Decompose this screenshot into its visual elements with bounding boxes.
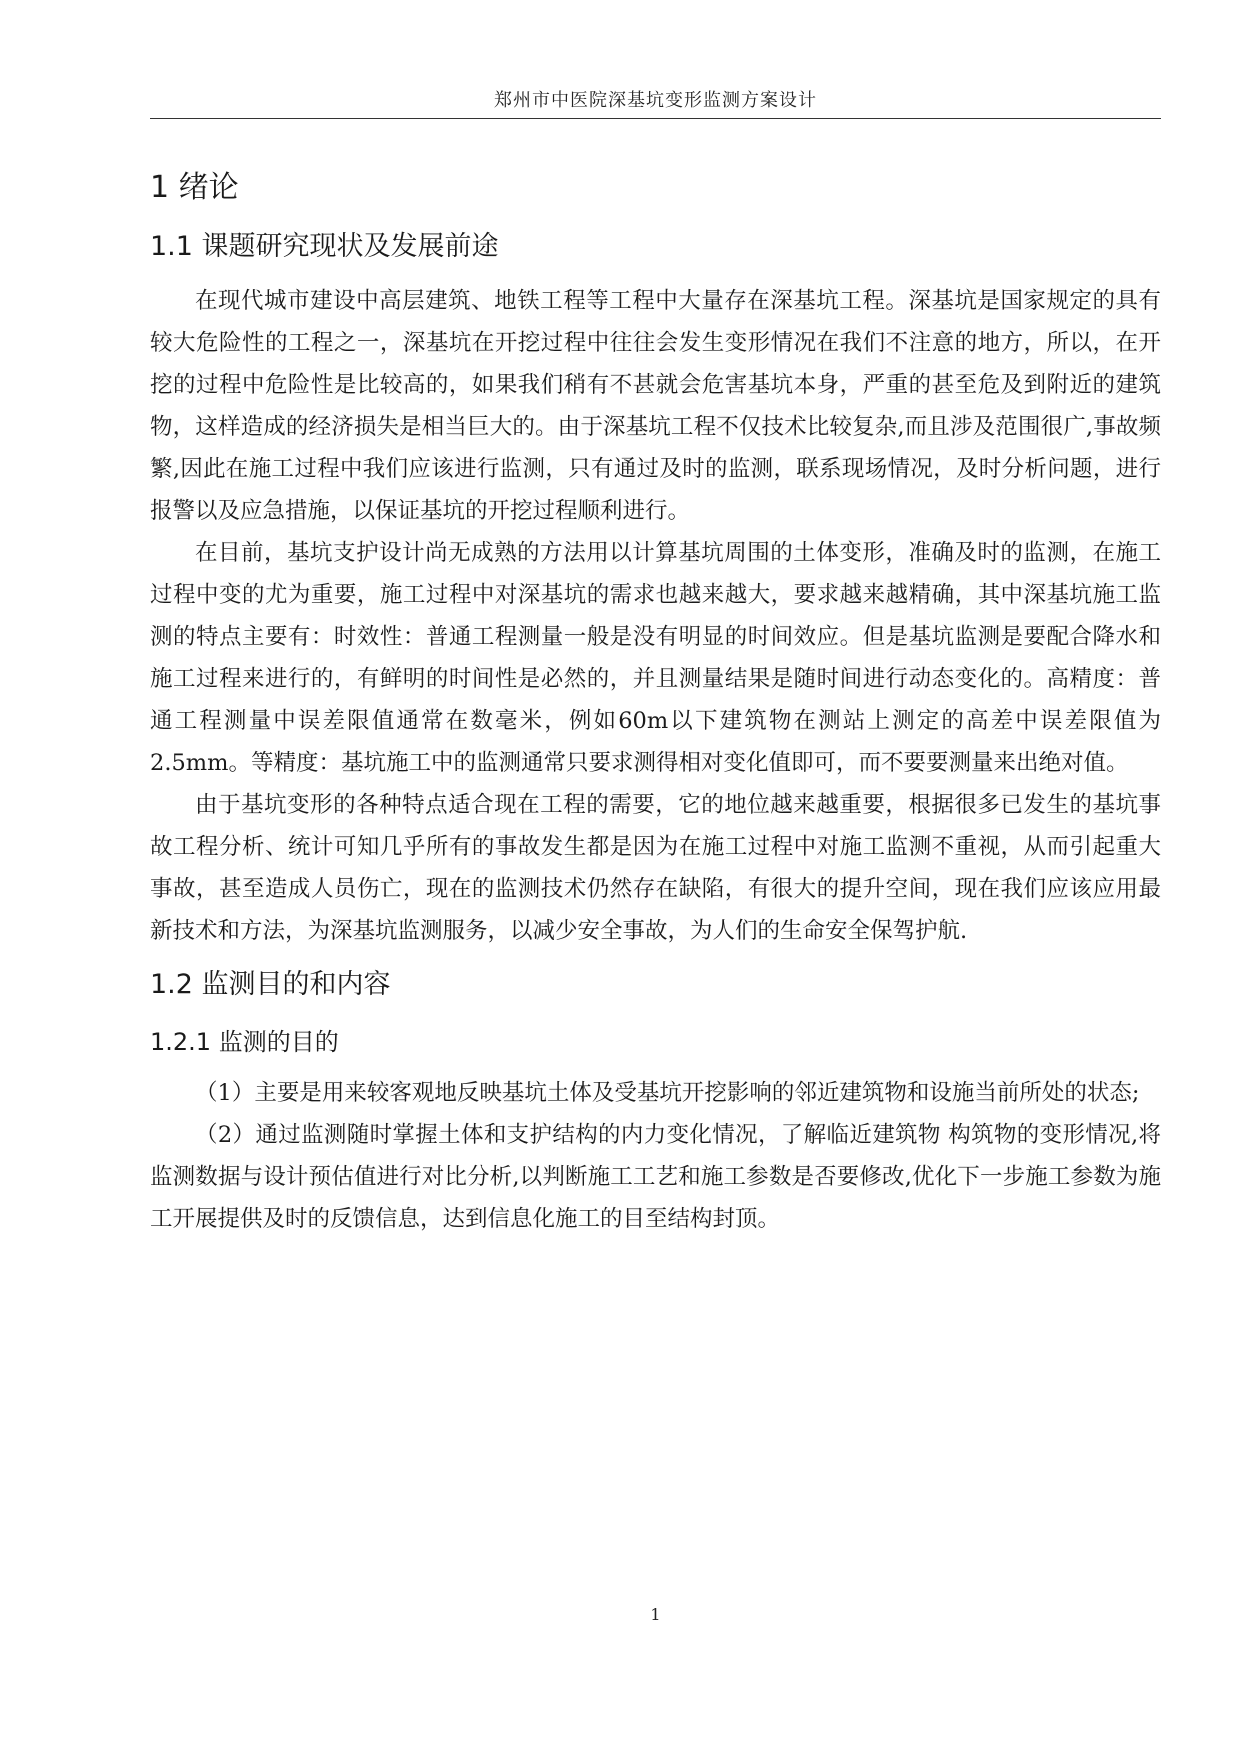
page-number: 1 (650, 1605, 661, 1624)
paragraph: 在目前，基坑支护设计尚无成熟的方法用以计算基坑周围的土体变形，准确及时的监测，在施工过程中变的尤为重要，施工过程中对深基坑的需求也越来越大，要求越来越精确，其中深基坑施工监测的特点主要有：时效性：普通工程测量一般是没有明显的时间效应。但是基坑监测是要配合降水和施工过程来进行的，有鲜明的时间性是必然的，并且测量结果是随时间进行动态变化的。高精度：普通工程测量中误差限值通常在数毫米，例如60m以下建筑物在测站上测定的高差中误差限值为2.5mm。等精度：基坑施工中的监测通常只要求测得相对变化值即可，而不要要测量来出绝对值。 (150, 540, 1161, 776)
paragraph: 由于基坑变形的各种特点适合现在工程的需要，它的地位越来越重要，根据很多已发生的基坑事故工程分析、统计可知几乎所有的事故发生都是因为在施工过程中对施工监测不重视，从而引起重大事故，甚至造成人员伤亡，现在的监测技术仍然存在缺陷，有很大的提升空间，现在我们应该应用最新技术和方法，为深基坑监测服务，以减少安全事故，为人们的生命安全保驾护航. (150, 792, 1161, 944)
header-divider (150, 118, 1161, 119)
running-header: 郑州市中医院深基坑变形监测方案设计 (494, 90, 817, 111)
section-title-1-1: 1.1 课题研究现状及发展前途 (150, 231, 499, 262)
paragraph: 在现代城市建设中高层建筑、地铁工程等工程中大量存在深基坑工程。深基坑是国家规定的具有较大危险性的工程之一，深基坑在开挖过程中往往会发生变形情况在我们不注意的地方，所以，在开挖的过程中危险性是比较高的，如果我们稍有不甚就会危害基坑本身，严重的甚至危及到附近的建筑物，这样造成的经济损失是相当巨大的。由于深基坑工程不仅技术比较复杂,而且涉及范围很广,事故频繁,因此在施工过程中我们应该进行监测，只有通过及时的监测，联系现场情况，及时分析问题，进行报警以及应急措施，以保证基坑的开挖过程顺利进行。 (150, 288, 1161, 524)
page-content (150, 150, 1161, 1240)
subsection-title-1-2-1: 1.2.1 监测的目的 (150, 1028, 339, 1056)
list-paragraph: （2）通过监测随时掌握土体和支护结构的内力变化情况，了解临近建筑物 构筑物的变形情况,将监测数据与设计预估值进行对比分析,以判断施工工艺和施工参数是否要修改,优化下一步施工参数为施工开展提供及时的反馈信息，达到信息化施工的目至结构封顶。 (150, 1122, 1161, 1232)
section-title-1-2: 1.2 监测目的和内容 (150, 969, 391, 1000)
list-paragraph: （1）主要是用来较客观地反映基坑土体及受基坑开挖影响的邻近建筑物和设施当前所处的状态; (195, 1080, 1140, 1106)
chapter-title: 1 绪论 (150, 170, 239, 205)
